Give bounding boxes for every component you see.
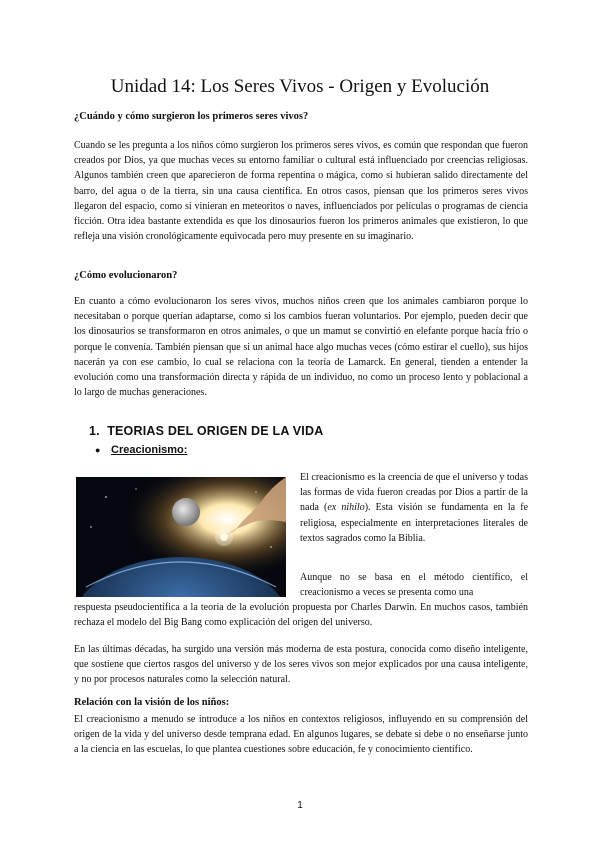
creation-hand-planet-image — [76, 477, 286, 597]
paragraph-children-relation: El creacionismo a menudo se introduce a los niños en contextos religiosos, influyendo en su comprensión del origen de la vida y del universo desde temprana edad. En algunos lugares, se debate si debe o no enseñarse junto a la ciencia en las escuelas, lo que plantea cuestiones sobre educación, fe y conocimiento científico. — [74, 714, 528, 756]
page-title: Unidad 14: Los Seres Vivos - Origen y Evolución — [110, 76, 490, 97]
subheading-creationism: Creacionismo: — [111, 444, 188, 456]
section-title: TEORIAS DEL ORIGEN DE LA VIDA — [107, 424, 324, 438]
paragraph-creationism-science: Aunque no se basa en el método científico, el creacionismo a veces se presenta como una — [300, 572, 528, 599]
paragraph-evolution: En cuanto a cómo evolucionaron los seres vivos, muchos niños creen que los animales cambiaron porque lo necesitaban o porque querían adaptarse, como si los cambios fueran voluntarios. Por ejemplo, pueden decir que los dinosaurios se transformaron en otros animales, o que un mamut se convirtió en elefante porque hacía frío o porque le convenía. También piensan que si un animal hace algo muchas veces (cómo estirar el cuello), sus hijos nacerán ya con ese cambio, lo cual se relaciona con la teoría de Lamarck. En general, tienden a entender la evolución como una transformación directa y rápida de un individuo, no como un proceso lento y poblacional a lo largo de muchas generaciones. — [74, 296, 528, 399]
section-heading-theories — [89, 424, 323, 438]
paragraph-intelligent-design: En las últimas décadas, ha surgido una versión más moderna de esta postura, conocida como diseño inteligente, que sostiene que ciertos rasgos del universo y de los seres vivos son mejor explicados por una causa inteligente, y no por procesos naturales como la selección natural. — [74, 644, 528, 686]
paragraph-creationism-definition: El creacionismo es la creencia de que el universo y todas las formas de vida fueron creadas por Dios a partir de la nada (ex nihilo). Esta visión se fundamenta en la fe religiosa, especialmente en interpretaciones literales de textos sagrados como la Biblia. — [300, 472, 529, 544]
bullet-dot-icon: ● — [95, 445, 101, 455]
ex-nihilo-term: ex nihilo — [327, 502, 365, 514]
section-number: 1. — [89, 424, 100, 438]
page-number: 1 — [297, 800, 303, 811]
heading-origin: ¿Cuándo y cómo surgieron los primeros seres vivos? — [74, 111, 309, 122]
paragraph-origin: Cuando se les pregunta a los niños cómo surgieron los primeros seres vivos, es común que respondan que fueron creados por Dios, ya que muchas veces su entorno familiar o cultural está influenciado por creencias religiosas. Algunos también creen que aparecieron de forma repentina o mágica, como si hubieran salido directamente del barro, del agua o de la tierra, sin una causa científica. En otros casos, piensan que los primeros seres vivos llegaron del espacio, como si vinieran en meteoritos o naves, influenciados por películas o programas de ciencia ficción. Otra idea bastante extendida es que los dinosaurios fueron los primeros animales que existieron, lo que refleja una visión cronológicamente equivocada pero muy presente en su imaginario. — [74, 140, 528, 243]
paragraph-creationism-pseudoscience: respuesta pseudocientífica a la teoría de la evolución propuesta por Charles Darwin. En muchos casos, también rechaza el modelo del Big Bang como explicación del origen del universo. — [74, 602, 528, 629]
heading-evolution: ¿Cómo evolucionaron? — [74, 270, 178, 281]
heading-children-relation: Relación con la visión de los niños: — [74, 697, 230, 708]
bullet-creationism — [95, 444, 187, 456]
creation-illustration-icon — [76, 477, 286, 597]
